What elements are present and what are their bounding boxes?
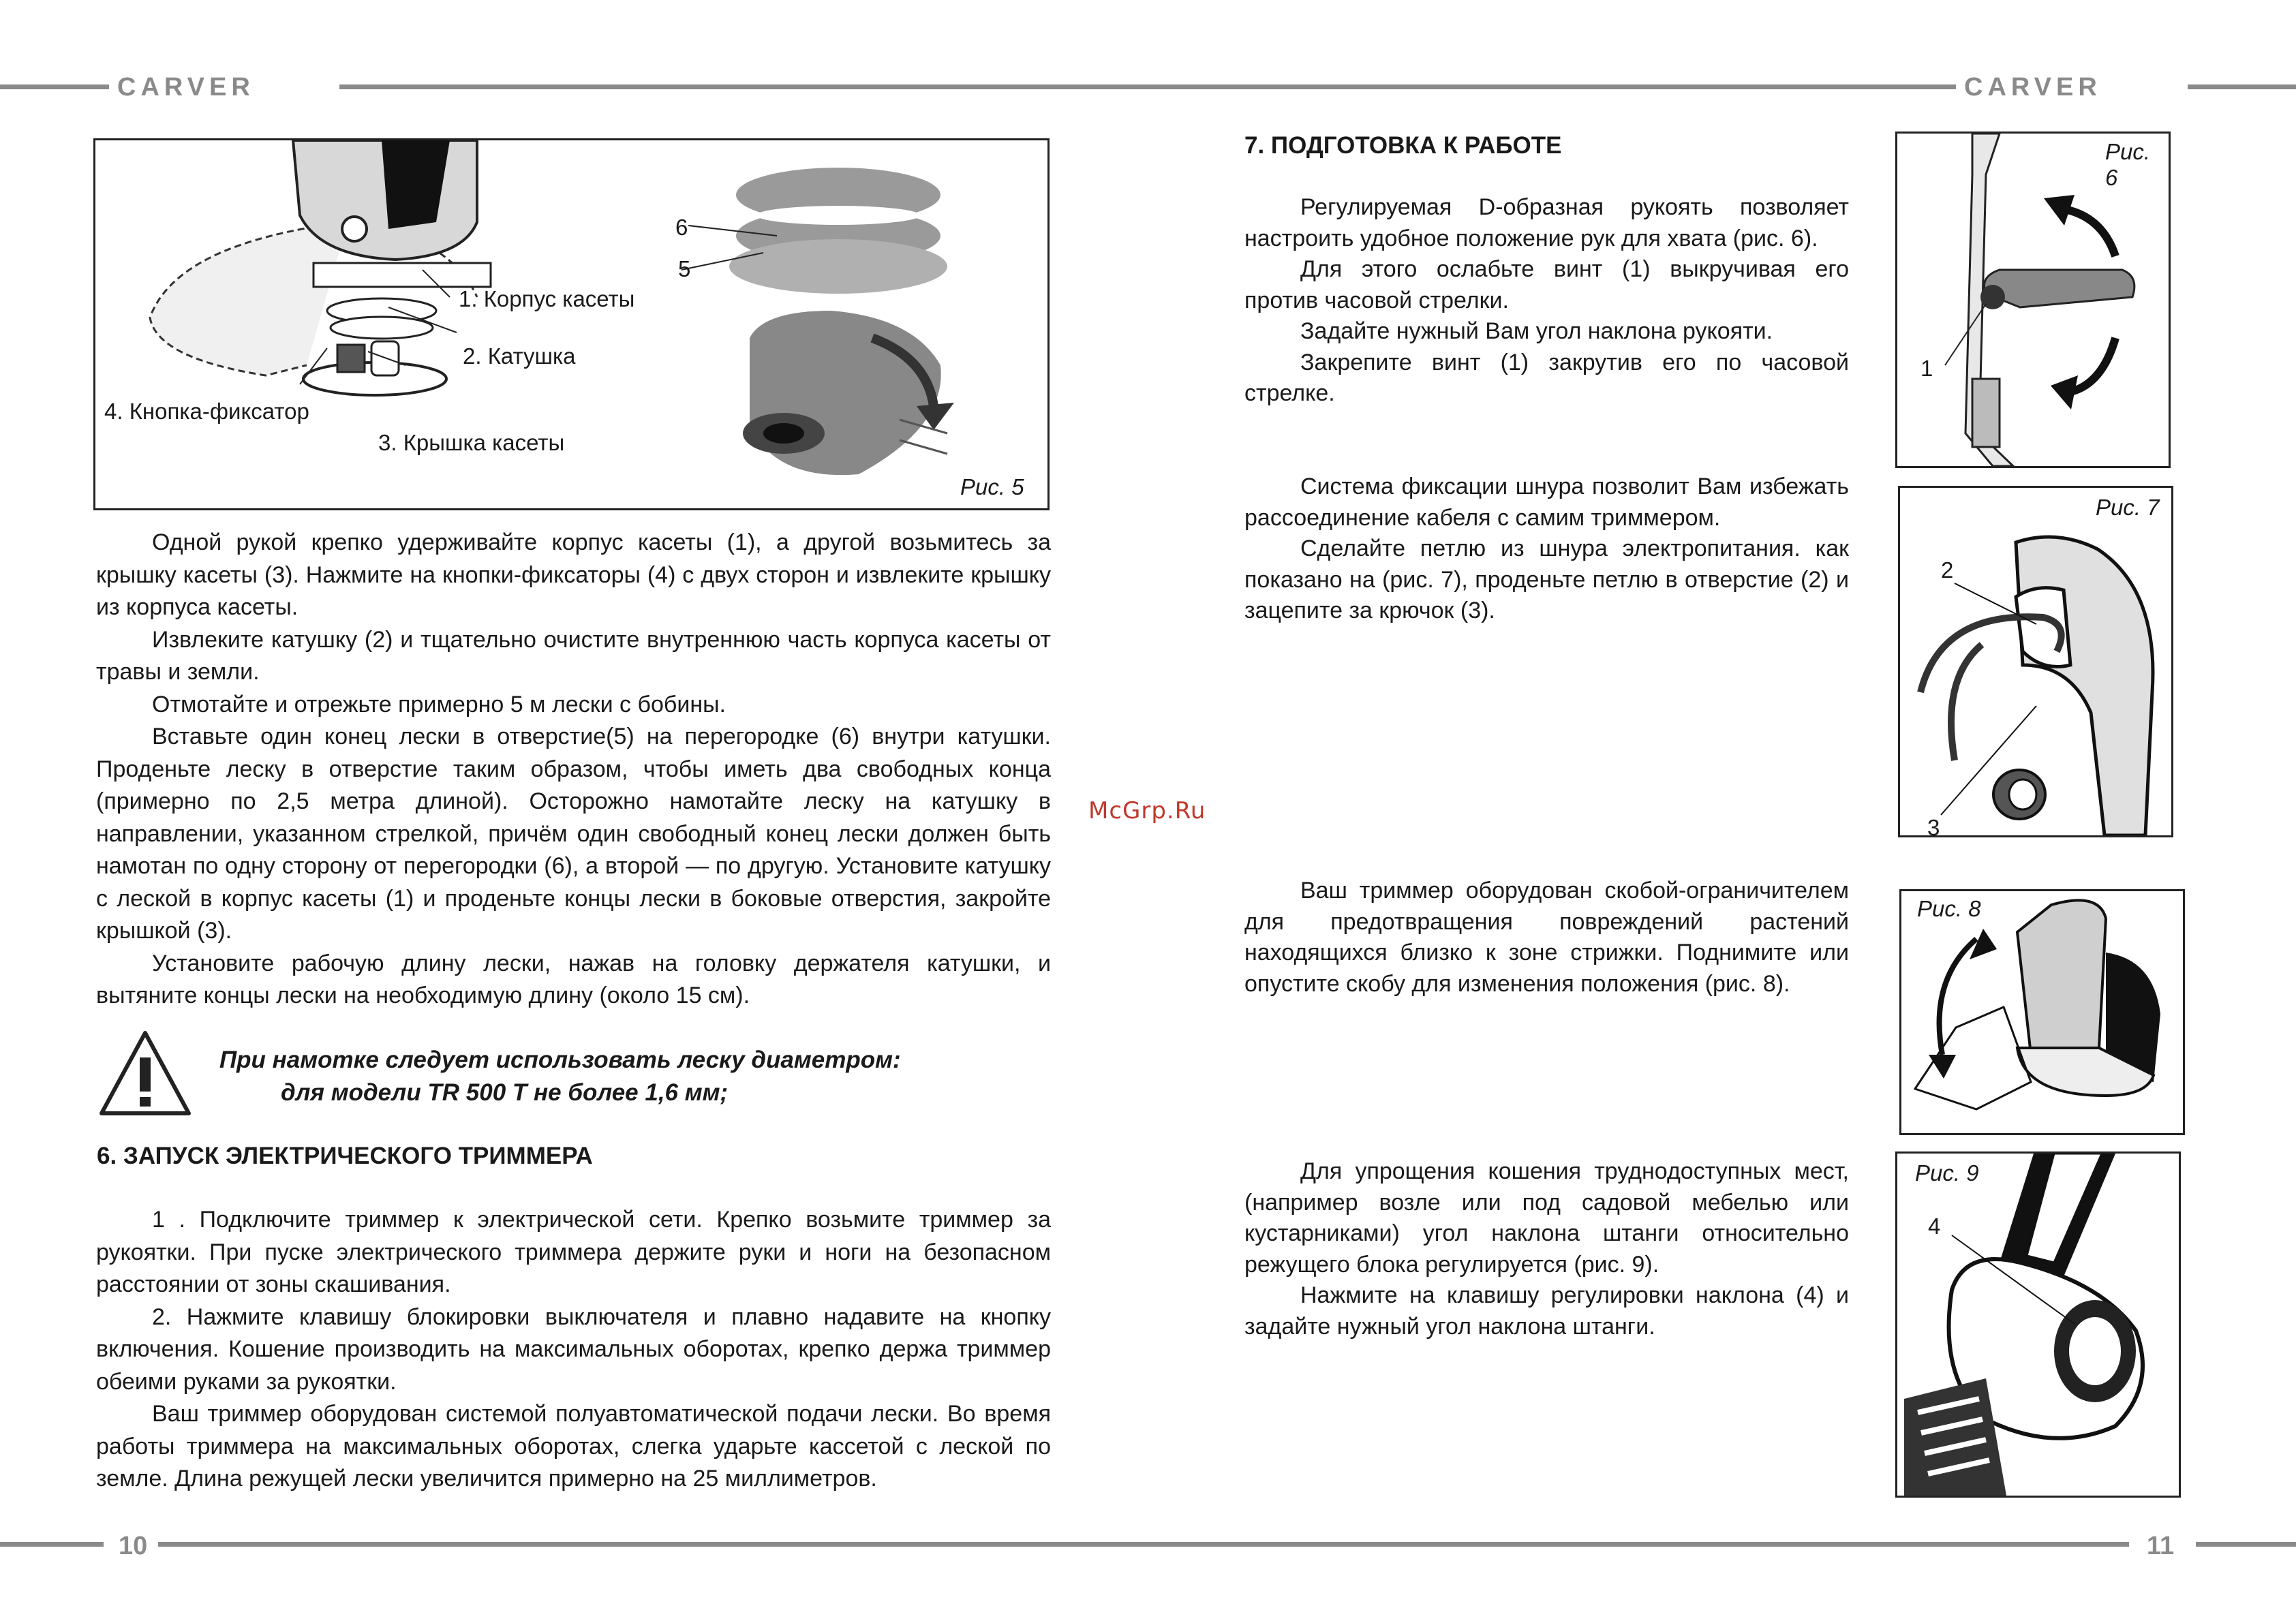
header-rule-left <box>0 84 109 89</box>
figure-7 <box>1898 486 2173 840</box>
footer-rule-right <box>2196 1542 2296 1547</box>
section-7-block-2 <box>1244 472 1849 627</box>
section-7-block-4 <box>1244 1156 1849 1342</box>
figure-5 <box>93 138 1050 510</box>
header-rule-right <box>2188 84 2296 89</box>
figure-5-label: Рис. 5 <box>960 474 1024 499</box>
section-7-title: 7. ПОДГОТОВКА К РАБОТЕ <box>1244 132 1562 159</box>
paragraph: 2. Нажмите клавишу блокировки выключателя и плавно надавите на кнопку включения. Кошение производить на максимальных оборотах, крепко держа триммер обеими руками за рукоятки. <box>96 1303 1051 1395</box>
paragraph: Регулируемая D-образная рукоять позволяет настроить удобное положение рук для хвата (рис. 6). <box>1244 194 1849 251</box>
warning-triangle-icon <box>97 1029 193 1117</box>
footer-rule-left <box>0 1542 104 1547</box>
section-6-text <box>96 1204 1051 1496</box>
figure-6-label: Рис. 6 <box>2105 139 2151 190</box>
paragraph: Ваш триммер оборудован системой полуавтоматической подачи лески. Во время работы триммера на максимальных оборотах, слегка ударьте кассетой с леской по земле. Длина режущей лески увеличится примерно на 25 миллиметров. <box>96 1401 1051 1491</box>
trimmer-cassette-illustration <box>95 140 1047 508</box>
section-7-block-1 <box>1244 192 1849 409</box>
figure-9-label: Рис. 9 <box>1915 1160 1979 1186</box>
header-rule-center <box>339 84 1956 89</box>
figure-6 <box>1895 132 2171 468</box>
section-6-title: 6. ЗАПУСК ЭЛЕКТРИЧЕСКОГО ТРИММЕРА <box>97 1143 593 1169</box>
paragraph: Ваш триммер оборудован скобой-ограничителем для предотвращения повреждений растений находящихся близко к зоне стрижки. Поднимите или опустите скобу для изменения положения (рис. 8). <box>1244 878 1849 997</box>
figure-7-callout-3: 3 <box>1927 815 1940 840</box>
angle-adjust-illustration <box>1897 1154 2179 1496</box>
plant-guard-illustration <box>1901 891 2183 1133</box>
callout-5: 5 <box>678 256 691 281</box>
callout-cassette-body: 1. Корпус касеты <box>459 286 635 311</box>
callout-lock-button: 4. Кнопка-фиксатор <box>104 399 309 424</box>
brand-logo-right: CARVER <box>1964 73 2102 102</box>
paragraph: Система фиксации шнура позволит Вам избежать рассоединение кабеля с самим триммером. <box>1244 474 1849 531</box>
callout-spool: 2. Катушка <box>463 343 576 369</box>
figure-8 <box>1899 889 2185 1135</box>
paragraph: Одной рукой крепко удерживайте корпус касеты (1), а другой возьмитесь за крышку касеты (3). Нажмите на кнопки-фиксаторы (4) с двух сторон и извлеките крышку из корпуса касеты. <box>96 529 1051 620</box>
figure-8-label: Рис. 8 <box>1917 896 1981 921</box>
warning-line-2: для модели TR 500 T не более 1,6 мм; <box>281 1079 729 1106</box>
figure-9-callout-4: 4 <box>1928 1214 1941 1239</box>
figure-9 <box>1895 1151 2181 1498</box>
page-number-left: 10 <box>119 1532 148 1560</box>
paragraph: Для упрощения кошения труднодоступных мест, (например возле или под садовой мебелью или кустарниками) угол наклона штанги относительно режущего блока регулируется (рис. 9). <box>1244 1158 1849 1278</box>
callout-6: 6 <box>675 215 688 240</box>
paragraph: Нажмите на клавишу регулировки наклона (4) и задайте нужный угол наклона штанги. <box>1244 1282 1849 1340</box>
paragraph: Извлеките катушку (2) и тщательно очистите внутреннюю часть корпуса касеты от травы и земли. <box>96 626 1051 685</box>
brand-logo-left: CARVER <box>117 73 255 102</box>
paragraph: Задайте нужный Вам угол наклона рукояти. <box>1300 318 1773 344</box>
paragraph: 1 . Подключите триммер к электрической сети. Крепко возьмите триммер за рукоятки. При пуске электрического триммера держите руки и ноги на безопасном расстоянии от зоны скашивания. <box>96 1207 1051 1297</box>
paragraph: Сделайте петлю из шнура электропитания. как показано на (рис. 7), проденьте петлю в отверстие (2) и зацепите за крючок (3). <box>1244 536 1849 623</box>
paragraph: Установите рабочую длину лески, нажав на головку держателя катушки, и вытяните концы лески на необходимую длину (около 15 см). <box>96 950 1051 1008</box>
warning-line-1: При намотке следует использовать леску диаметром: <box>219 1047 901 1073</box>
paragraph: Вставьте один конец лески в отверстие(5) на перегородке (6) внутри катушки. Проденьте леску в отверстие таким образом, чтобы иметь два свободных конца (примерно по 2,5 метра длиной). Осторожно намотайте леску на катушку в направлении, указанном стрелкой, причём один свободный конец лески должен быть намотан по одну сторону от перегородки (6), а второй — по другую. Установите катушку с леской в корпус касеты (1) и проденьте концы лески в боковые отверстия, закройте крышкой (3). <box>96 724 1051 944</box>
figure-7-label: Рис. 7 <box>2096 495 2160 520</box>
paragraph: Закрепите винт (1) закрутив его по часовой стрелке. <box>1244 349 1849 406</box>
figure-6-callout: 1 <box>1920 356 1933 381</box>
paragraph: Для этого ослабьте винт (1) выкручивая его против часовой стрелки. <box>1244 256 1849 313</box>
figure-7-callout-2: 2 <box>1941 557 1954 583</box>
page-number-right: 11 <box>2147 1532 2175 1560</box>
section-7-block-3 <box>1244 876 1849 1000</box>
cord-lock-illustration <box>1900 488 2171 835</box>
callout-cassette-cap: 3. Крышка касеты <box>378 430 565 455</box>
footer-rule-center <box>158 1542 2129 1547</box>
paragraph: Отмотайте и отрежьте примерно 5 м лески с бобины. <box>152 691 726 717</box>
watermark: McGrp.Ru <box>1088 797 1206 824</box>
left-body-text <box>96 527 1051 1013</box>
